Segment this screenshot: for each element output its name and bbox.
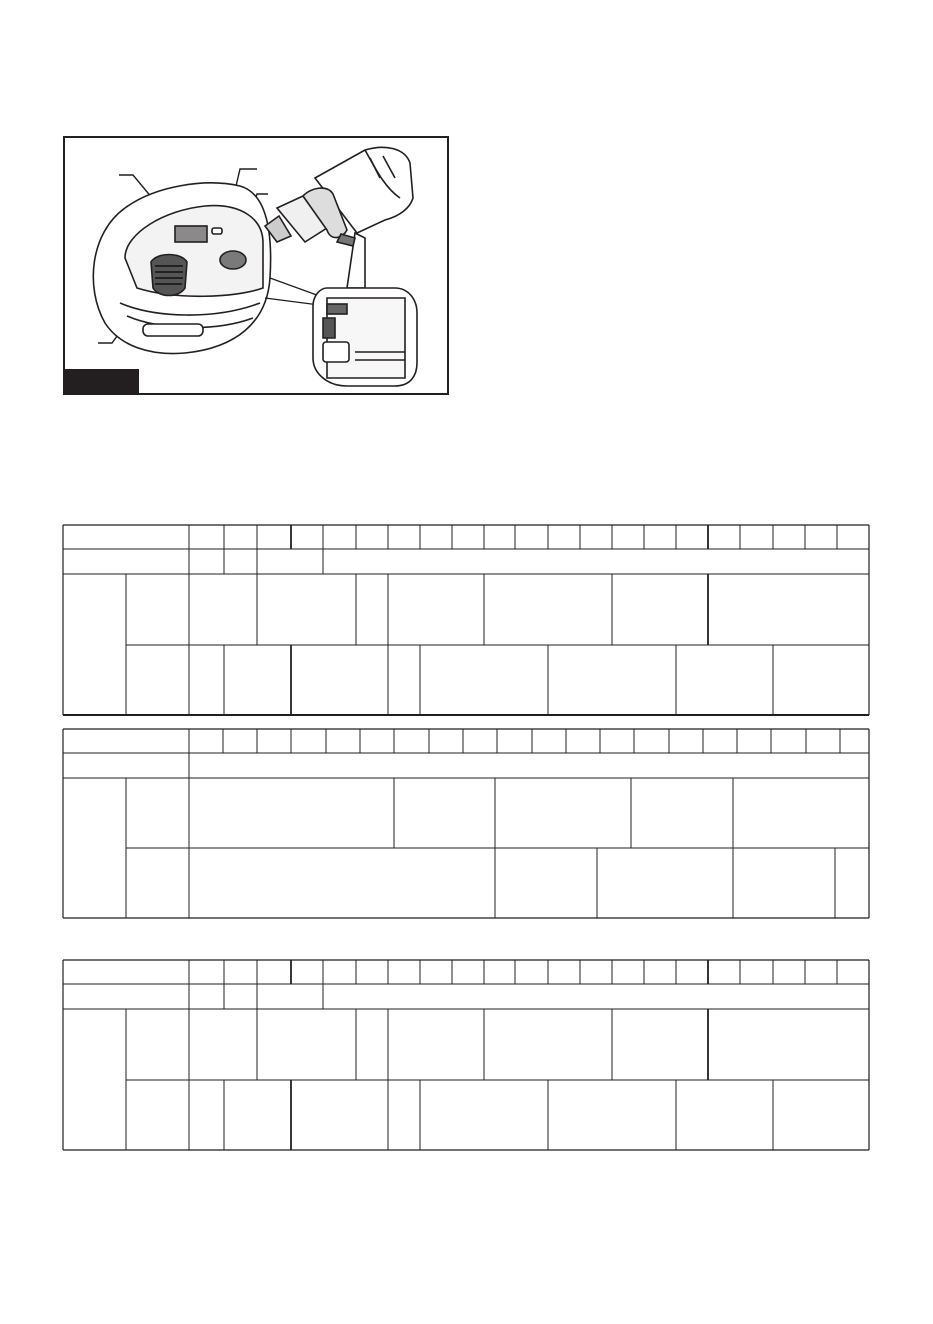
spec-table-1 (63, 525, 869, 716)
table-grid-3 (63, 960, 869, 1151)
table-grid-2 (63, 729, 869, 919)
drill-illustration (65, 138, 447, 393)
closeup-view (93, 183, 270, 354)
indicator-lamp-icon (212, 228, 222, 234)
drill-figure (63, 136, 449, 395)
button-icon (220, 251, 246, 269)
drill-icon (265, 147, 417, 386)
mode-dial-icon (151, 255, 187, 296)
figure-label (65, 369, 139, 393)
spec-table-2 (63, 729, 869, 919)
spec-table-3 (63, 960, 869, 1151)
table-grid-1 (63, 525, 869, 716)
display-window (175, 226, 207, 242)
